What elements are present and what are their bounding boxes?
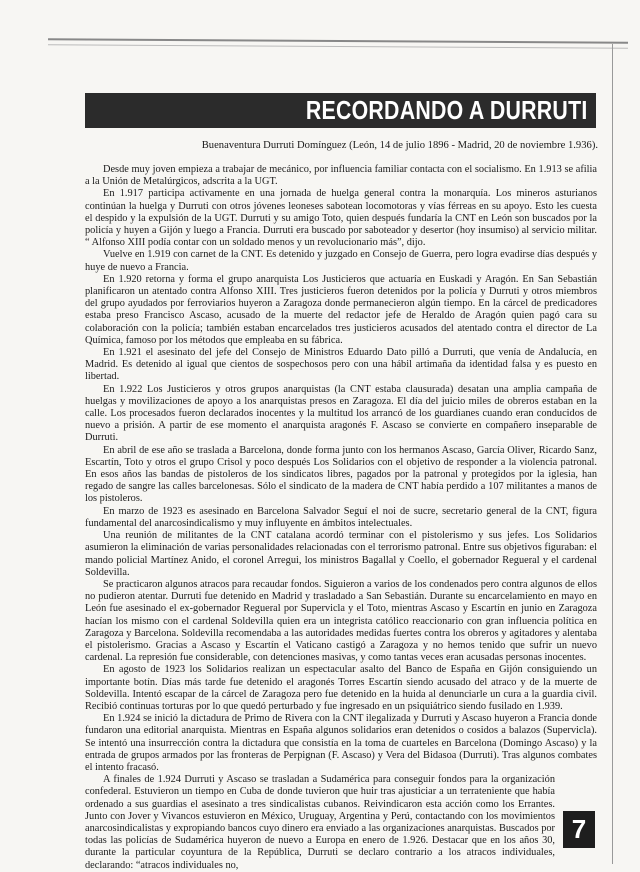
article-body bbox=[85, 164, 597, 872]
article-subtitle: Buenaventura Durruti Domínguez (León, 14 de julio 1896 - Madrid, 20 de noviembre 1.936). bbox=[201, 140, 598, 151]
page-number: 7 bbox=[563, 811, 595, 848]
paragraph: Desde muy joven empieza a trabajar de mecánico, por influencia familiar contacta con el socialismo. En 1.913 se afilia a la Unión de Metalúrgicos, adscrita a la UGT. bbox=[85, 164, 597, 188]
paragraph: Se practicaron algunos atracos para recaudar fondos. Siguieron a varios de los condenados pero contra algunos de ellos no pudieron atentar. Durruti fue detenido en Madrid y trasladado a San Sebastián. Durante su encarcelamiento en mayo en León fue asesinado el ex-gobernador Regueral por Supervicla y el Toto, mientras Ascaso y Escartín en junio en Zaragoza hacían los mismo con el cardenal Soldevilla quien era un integrista católico reaccionario con gran influencia política en Zaragoza y Barcelona. Soldevilla recomendaba a las autoridades medidas fuertes contra los obreros y agitadores y alentaba el pistolerismo. Gracias a Ascaso y Escartín el Vaticano castigó a Zaragoza y no hemos tenido que sufrir un nuevo cardenal. La represión fue considerable, con detenciones masivas, y como tantas veces eran acusadas personas inocentes. bbox=[85, 578, 597, 664]
paragraph: En 1.920 retorna y forma el grupo anarquista Los Justicieros que actuaría en Euskadi y Aragón. En San Sebastián planificaron un atentado contra Alfonso XIII. Tres justicieros fueron detenidos por la policía y Durruti y otros miembros del grupo ayudados por ferroviarios huyeron a Zaragoza donde permanecieron algún tiempo. En la cárcel de predicadores estaba preso Francisco Ascaso, acusado de la muerte del redactor jefe de Heraldo de Aragón quien pagó cara su colaboración con la policía; también estaban encarcelados tres justicieros acusados del atentado contra el director de La Química, famoso por los métodos que empleaba en su fábrica. bbox=[85, 273, 597, 346]
title-banner bbox=[85, 93, 596, 128]
paragraph: A finales de 1.924 Durruti y Ascaso se trasladan a Sudamérica para conseguir fondos para la organización confederal. Estuvieron un tiempo en Cuba de donde tuvieron que huir tras ajusticiar a un terrateniente que había ordenado a sus guardias el asesinato a tres sindicalistas cubanos. Reivindicaron esta acción como los Errantes. Junto con Jover y Vivancos estuvieron en México, Uruguay, Argentina y Perú, contactando con los movimientos anarcosindicalistas y expropiando bancos cuyo dinero era enviado a las organizaciones anarquistas. Buscados por todas las policías de Sudamérica huyeron de nuevo a Europa en enero de 1.926. Destacar que en los años 30, durante la particular coyuntura de la República, Durruti se declaro contrario a los atracos individuales, declarando: “atracos individuales no, bbox=[85, 774, 555, 871]
paragraph: En 1.924 se inició la dictadura de Primo de Rivera con la CNT ilegalizada y Durruti y Ascaso huyeron a Francia donde fundaron una editorial anarquista. Mientras en España algunos solidarios eran detenidos o cosidos a balazos (Supervicla). Se intentó una insurrección contra la dictadura que consistía en la toma de cuarteles en Barcelona (Domingo Ascaso) y la entrada de grupos armados por las fronteras de Perpignan (F. Ascaso) y Vera del Bidasoa (Durruti). Tras algunos combates el intento fracasó. bbox=[85, 713, 597, 773]
paragraph: Una reunión de militantes de la CNT catalana acordó terminar con el pistolerismo y sus jefes. Los Solidarios asumieron la eliminación de varias personalidades relacionadas con el terrorismo patronal. Entre sus objetivos figuraban: el mando policial Martínez Anido, el coronel Arregui, los ministros Bagallal y Coello, el gobernador Regueral y el cardenal Soldevilla. bbox=[85, 530, 597, 578]
page-edge-top bbox=[48, 38, 628, 49]
article-title: RECORDANDO A DURRUTI bbox=[306, 95, 588, 125]
paragraph: Vuelve en 1.919 con carnet de la CNT. Es detenido y juzgado en Consejo de Guerra, pero logra evadirse días después y huye de nuevo a Francia. bbox=[85, 249, 597, 273]
page-edge-right bbox=[612, 44, 616, 864]
paragraph: En marzo de 1923 es asesinado en Barcelona Salvador Seguí el noi de sucre, secretario general de la CNT, figura fundamental del anarcosindicalismo y muy influyente en ámbitos intelectuales. bbox=[85, 505, 597, 529]
paragraph: En 1.922 Los Justicieros y otros grupos anarquistas (la CNT estaba clausurada) desatan una amplia campaña de huelgas y movilizaciones de apoyo a los anarquistas presos en Zaragoza. El día del juicio miles de obreros estaban en la calle. Los procesados fueron declarados inocentes y la multitud los arrancó de los guardianes cuando eran conducidos de nuevo a prisión. A partir de ese momento el anarquista aragonés F. Ascaso se convierte en compañero inseparable de Durruti. bbox=[85, 383, 597, 444]
paragraph: En abril de ese año se traslada a Barcelona, donde forma junto con los hermanos Ascaso, García Oliver, Ricardo Sanz, Escartín, Toto y otros el grupo Crisol y poco después Los Solidarios con el objetivo de responder a la violencia patronal. En esos años las bandas de pistoleros de los sindicatos libres, pagados por la patronal y protegidos por la iglesia, han regado de sangre las calles barcelonesas. Sólo el sindicato de la madera de CNT había perdido a 107 militantes a manos de los pistoleros. bbox=[85, 444, 597, 505]
paragraph: En 1.921 el asesinato del jefe del Consejo de Ministros Eduardo Dato pilló a Durruti, que venía de Andalucía, en Madrid. Es detenido al igual que cientos de sospechosos pero con una hábil artimaña da identidad falsa y es puesto en libertad. bbox=[85, 347, 597, 383]
paragraph: En agosto de 1923 los Solidarios realizan un espectacular asalto del Banco de España en Gijón consiguiendo un importante botín. Días más tarde fue detenido el aragonés Torres Escartín siendo acusado del atraco y de la muerte de Soldevilla. Intentó escapar de la cárcel de Zaragoza pero fue detenido en la huida al denunciarle un cura a la guardia civil. Recibió continuas torturas por lo que quedó perturbado y fue ingresado en un psiquiátrico siendo fusilado en 1.939. bbox=[85, 664, 597, 712]
paragraph: En 1.917 participa activamente en una jornada de huelga general contra la monarquía. Los mineros asturianos continúan la huelga y Durruti con otros jóvenes leoneses sabotean locomotoras y vías férreas en su apoyo. Esto les cuesta el despido y la expulsión de la UGT. Durruti y su amigo Toto, quien después fundaría la CNT en León son buscados por la policía y huyen a Gijón y luego a Francia. Durruti era buscado por saboteador y desertor (hoy insumiso) al servicio militar. “ Alfonso XIII podía contar con un soldado menos y un revolucionario más”, dijo. bbox=[85, 188, 597, 249]
